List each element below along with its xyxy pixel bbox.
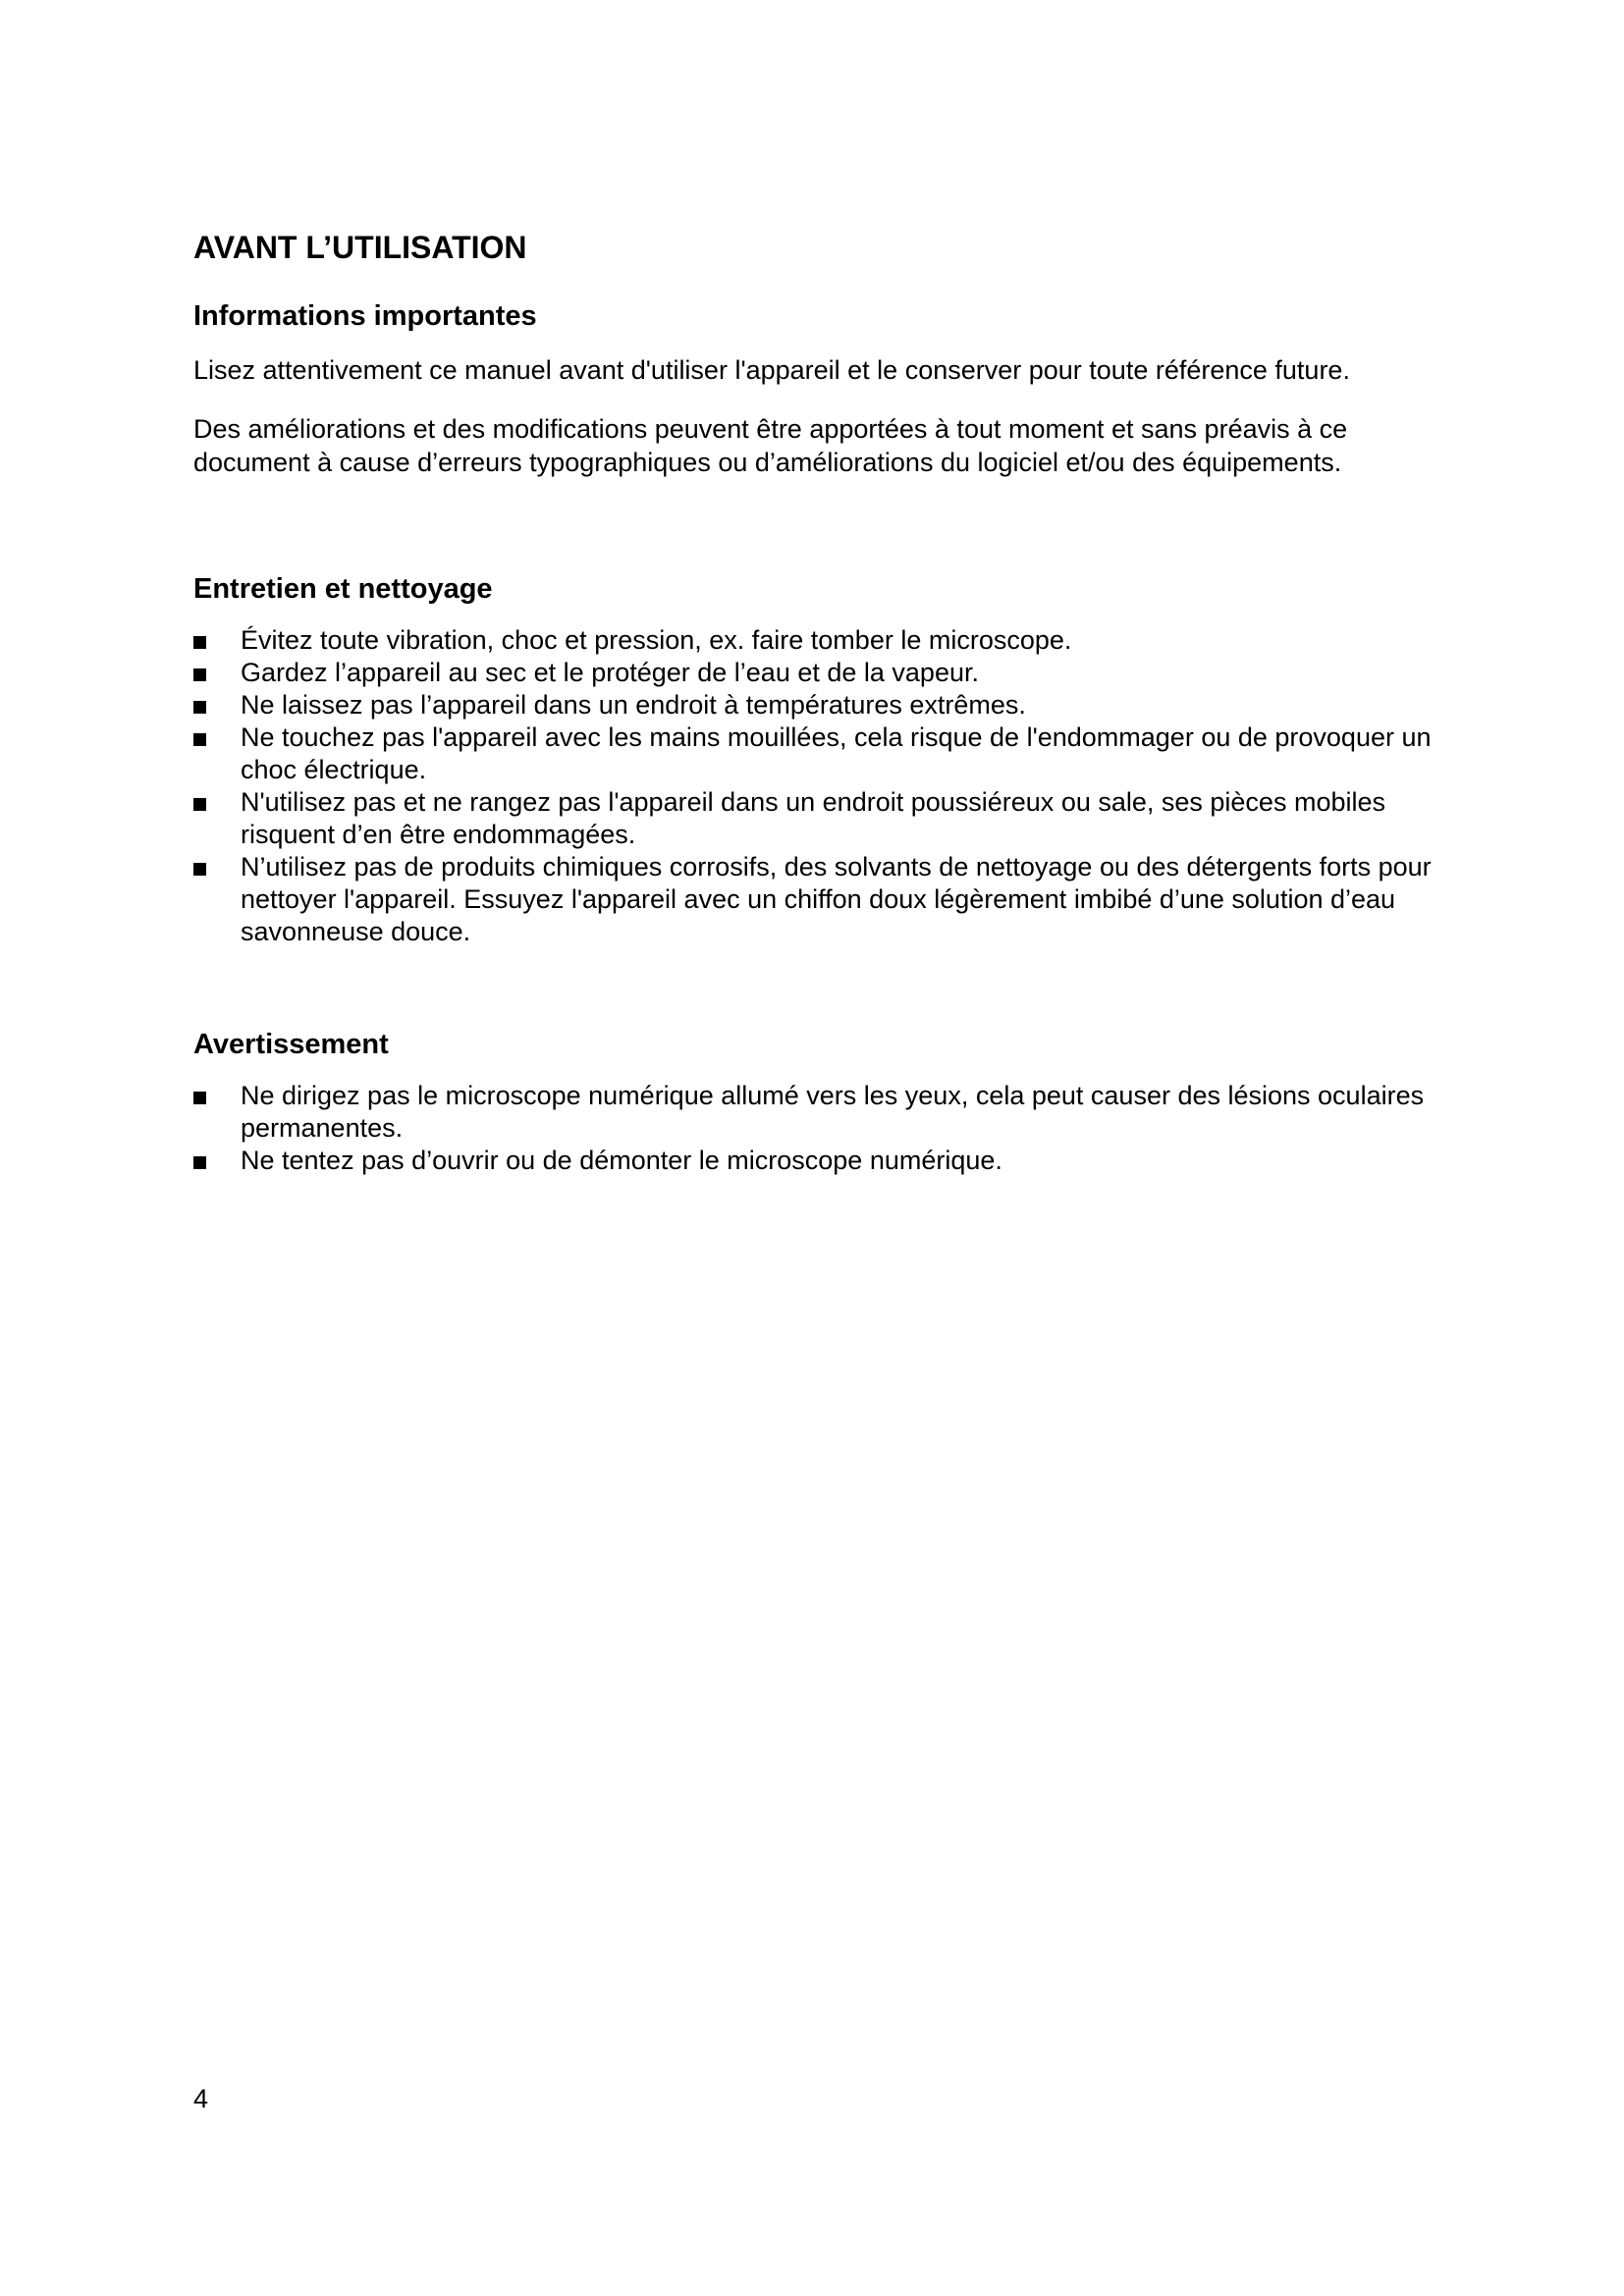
list-item <box>193 721 1460 786</box>
list-item-text: Évitez toute vibration, choc et pression, ex. faire tomber le microscope. <box>241 625 1072 655</box>
square-bullet-icon <box>193 636 206 649</box>
list-item-text: Ne tentez pas d’ouvrir ou de démonter le microscope numérique. <box>241 1146 1002 1175</box>
square-bullet-icon <box>193 701 206 714</box>
page-number: 4 <box>193 2084 209 2113</box>
list-item-text: Ne laissez pas l’appareil dans un endroit à températures extrêmes. <box>241 690 1026 720</box>
list-item <box>193 851 1460 948</box>
section-title: AVANT L’UTILISATION <box>193 230 527 265</box>
list-item-text: Gardez l’appareil au sec et le protéger de l’eau et de la vapeur. <box>241 658 979 687</box>
square-bullet-icon <box>193 1156 206 1169</box>
square-bullet-icon <box>193 733 206 746</box>
page-content <box>193 228 1460 1177</box>
warning-heading: Avertissement <box>193 1029 389 1060</box>
important-info-paragraph-2: Des améliorations et des modifications peuvent être apportées à tout moment et sans préavis à ce document à cause d’erreurs typographiques ou d’améliorations du logiciel et/ou des équipements. <box>193 414 1348 477</box>
square-bullet-icon <box>193 863 206 876</box>
list-item <box>193 1145 1460 1177</box>
list-item-text: N’utilisez pas de produits chimiques corrosifs, des solvants de nettoyage ou des détergents forts pour nettoyer l'appareil. Essuyez l'appareil avec un chiffon doux légèrement imbibé d’une solution d’eau savonneuse douce. <box>241 852 1432 946</box>
list-item-text: Ne dirigez pas le microscope numérique allumé vers les yeux, cela peut causer des lésions oculaires permanentes. <box>241 1081 1425 1143</box>
list-item <box>193 657 1460 689</box>
list-item-text: N'utilisez pas et ne rangez pas l'appareil dans un endroit poussiéreux ou sale, ses pièces mobiles risquent d’en être endommagées. <box>241 787 1385 849</box>
square-bullet-icon <box>193 668 206 681</box>
list-item <box>193 689 1460 721</box>
square-bullet-icon <box>193 1092 206 1104</box>
list-item <box>193 786 1460 851</box>
important-info-heading: Informations importantes <box>193 300 537 332</box>
maintenance-heading: Entretien et nettoyage <box>193 573 493 605</box>
list-item <box>193 1080 1460 1145</box>
important-info-paragraph-1: Lisez attentivement ce manuel avant d'utiliser l'appareil et le conserver pour toute référence future. <box>193 355 1350 385</box>
maintenance-list <box>193 624 1460 948</box>
square-bullet-icon <box>193 798 206 811</box>
list-item <box>193 624 1460 657</box>
warning-list <box>193 1080 1460 1177</box>
list-item-text: Ne touchez pas l'appareil avec les mains mouillées, cela risque de l'endommager ou de provoquer un choc électrique. <box>241 722 1432 784</box>
